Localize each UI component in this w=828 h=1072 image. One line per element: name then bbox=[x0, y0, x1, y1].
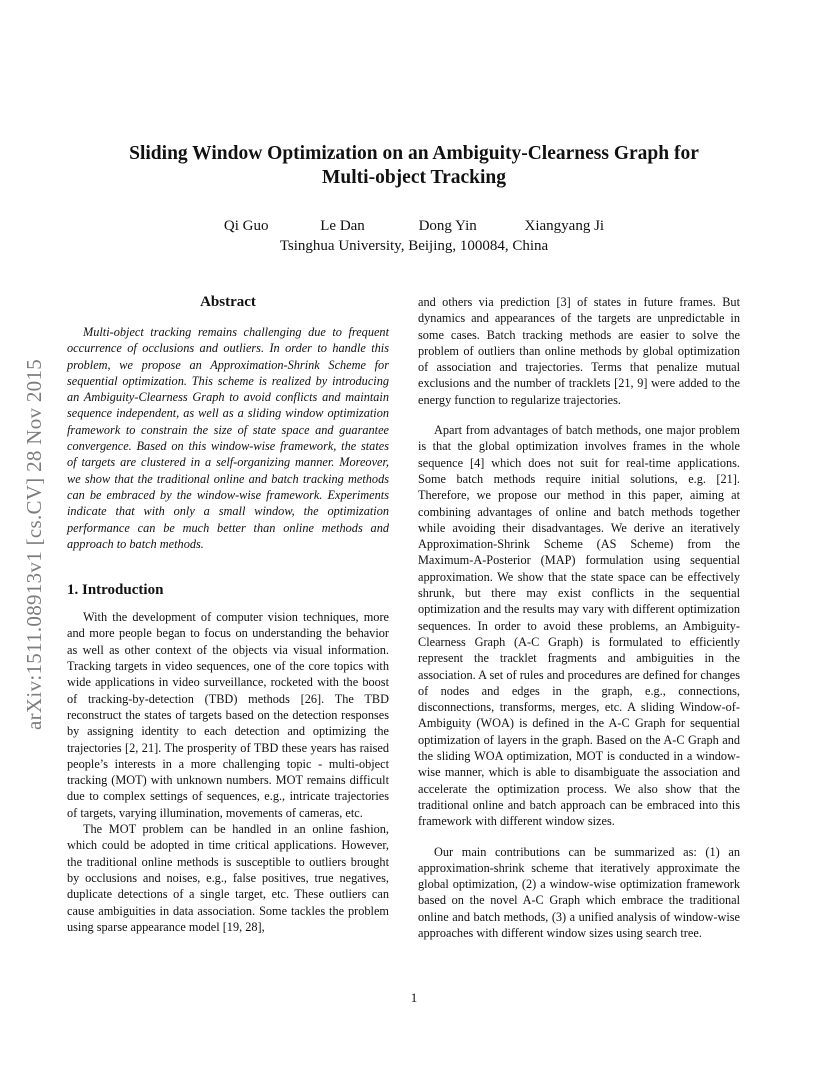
abstract-text: Multi-object tracking remains challenging due to frequent occurrence of occlusions and outliers. In order to handle this problem, we propose an Approximation-Shrink Scheme for sequential optimization. This scheme is realized by introducing an Ambiguity-Clearness Graph to avoid conflicts and maintain sequence independent, as well as a sliding window optimization framework to constrain the size of state space and guarantee convergence. Based on this window-wise framework, the states of targets are clustered in a self-organizing manner. Moreover, we show that the traditional online and batch tracking methods can be embraced by the window-wise framework. Experiments indicate that with only a small window, the optimization performance can be much better than online methods and approach to batch methods. bbox=[67, 325, 389, 551]
affiliation: Tsinghua University, Beijing, 100084, China bbox=[279, 238, 549, 254]
introduction-heading: 1. Introduction bbox=[67, 582, 164, 599]
page-number: 1 bbox=[410, 990, 418, 1005]
author-list bbox=[60, 218, 768, 235]
title-line-1: Sliding Window Optimization on an Ambiguity-Clearness Graph for bbox=[129, 143, 699, 164]
paragraph: Our main contributions can be summarized as: (1) an approximation-shrink scheme that iteratively approximate the global optimization, (2) a window-wise optimization framework based on the novel A-C Graph which embrace the traditional online and batch methods, (3) a unified analysis of window-wise approaches with different window sizes using search tree. bbox=[418, 844, 740, 940]
author-name: Le Dan bbox=[320, 218, 365, 234]
abstract-heading: Abstract bbox=[200, 294, 256, 310]
paper-title bbox=[60, 142, 768, 190]
title-line-2: Multi-object Tracking bbox=[322, 167, 506, 188]
right-column bbox=[418, 294, 740, 941]
author-name: Qi Guo bbox=[223, 218, 269, 234]
paragraph: With the development of computer vision techniques, more and more people began to focus on understanding the behavior as well as other context of the objects via visual information. Tracking targets in video sequences, one of the core topics with wide applications in video surveillance, rocketed with the boost of tracking-by-detection (TBD) methods [26]. The TBD reconstruct the states of targets based on the detection responses by assigning identity to each detection and optimizing the trajectories [2, 21]. The prosperity of TBD these years has raised people’s interests in a more challenging topic - multi-object tracking (MOT) with unknown numbers. MOT remains difficult due to complex settings of sequences, e.g., intricate trajectories of targets, varying illumination, movements of cameras, etc. bbox=[67, 610, 389, 820]
left-column bbox=[67, 294, 389, 935]
paragraph: The MOT problem can be handled in an online fashion, which could be adopted in time critical applications. However, the traditional online methods is susceptible to outliers brought by occlusions and noises, e.g., false positives, true negatives, duplicate detections of a single target, etc. These outliers can cause ambiguities in data association. Some tackles the problem using sparse appearance model [19, 28], bbox=[67, 822, 389, 934]
author-name: Dong Yin bbox=[418, 218, 477, 234]
author-name: Xiangyang Ji bbox=[524, 218, 605, 234]
arxiv-identifier: arXiv:1511.08913v1 [cs.CV] 28 Nov 2015 bbox=[22, 358, 46, 730]
paragraph: Apart from advantages of batch methods, one major problem is that the global optimization involves frames in the whole sequence [4] which does not suit for real-time applications. Some batch methods require initial solutions, e.g. [21]. Therefore, we propose our method in this paper, aiming at combining advantages of online and batch methods together while avoiding their disadvantages. We derive an iteratively Approximation-Shrink Scheme (AS Scheme) from the Maximum-A-Posterior (MAP) formulation using sequential approximation. We show that the state space can be effectively shrunk, but there may exist conflicts in the sequential optimization and the results may vary with different optimization sequences. In order to avoid these problems, an Ambiguity-Clearness Graph (A-C Graph) is formulated to efficiently represent the tracklet fragments and ambiguities in the association. A set of rules and procedures are defined for changes of nodes and edges in the graph, e.g., connections, disconnections, transforms, merges, etc. A sliding Window-of-Ambiguity (WOA) is defined in the A-C Graph for sequential optimization of layers in the graph. Based on the A-C Graph and the sliding WOA optimization, MOT is conducted in a window-wise manner, which is able to disambiguate the association and accelerate the optimization process. We also show that the traditional online and batch approach can be embraced into this framework with different window sizes. bbox=[418, 423, 740, 829]
paragraph: and others via prediction [3] of states in future frames. But dynamics and appearances of the targets are unpredictable in some cases. Batch tracking methods are easier to solve the problem of outliers than online methods by global optimization of association and trajectories. Terms that penalize mutual exclusions and the number of tracklets [21, 9] were added to the energy function to regularize trajectories. bbox=[418, 295, 740, 407]
